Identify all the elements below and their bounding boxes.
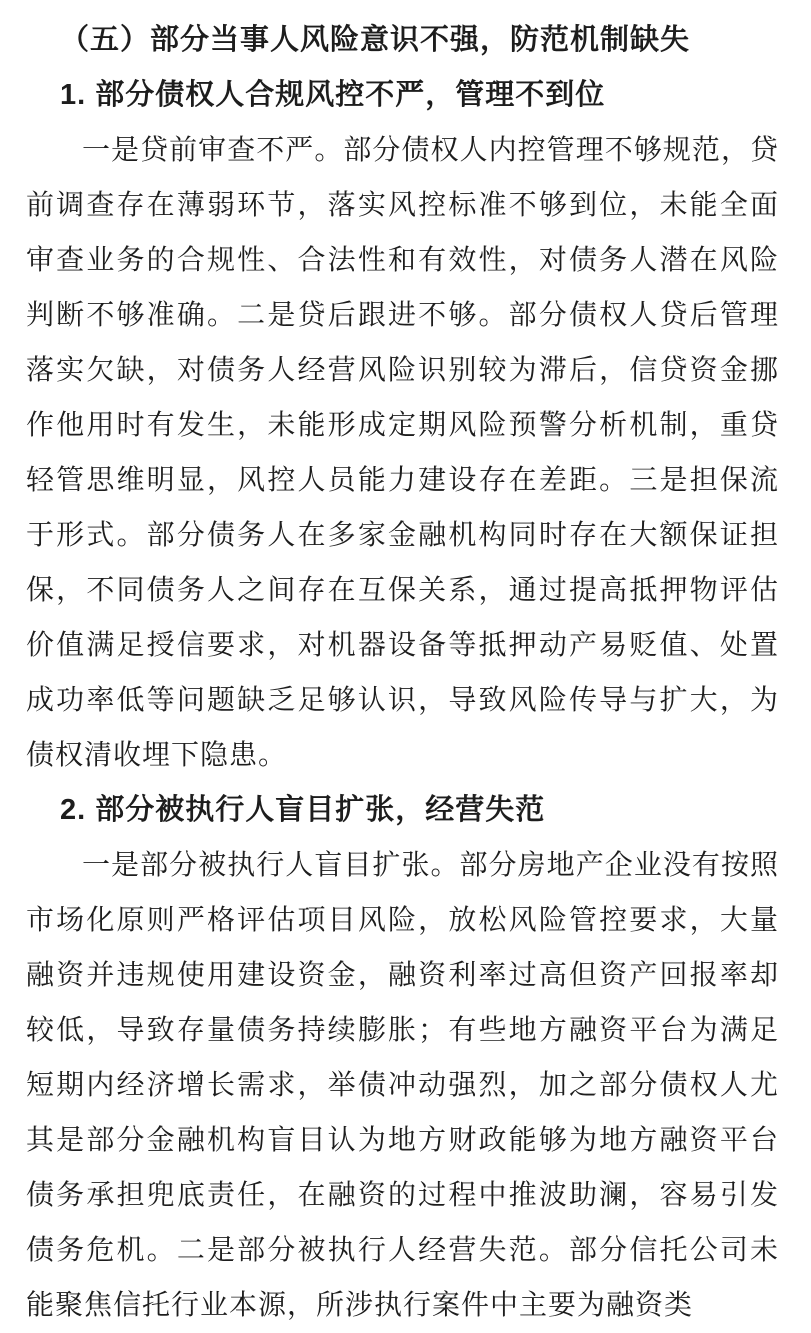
section-heading: （五）部分当事人风险意识不强，防范机制缺失: [60, 24, 691, 56]
body-paragraph-1: 一是贷前审查不严。部分债权人内控管理不够规范，贷前调查存在薄弱环节，落实风控标准不够到位，未能全面审查业务的合规性、合法性和有效性，对债务人潜在风险判断不够准确。二是贷后跟进不够。部分债权人贷后管理落实欠缺，对债务人经营风险识别较为滞后，信贷资金挪作他用时有发生，未能形成定期风险预警分析机制，重贷轻管思维明显，风控人员能力建设存在差距。三是担保流于形式。部分债务人在多家金融机构同时存在大额保证担保，不同债务人之间存在互保关系，通过提高抵押物评估价值满足授信要求，对机器设备等抵押动产易贬值、处置成功率低等问题缺乏足够认识，导致风险传导与扩大，为债权清收埋下隐患。: [26, 135, 779, 771]
subsection-heading-2: 2. 部分被执行人盲目扩张，经营失范: [60, 794, 546, 826]
subsection-heading-1: 1. 部分债权人合规风控不严，管理不到位: [60, 79, 606, 111]
body-paragraph-2: 一是部分被执行人盲目扩张。部分房地产企业没有按照市场化原则严格评估项目风险，放松风险管控要求，大量融资并违规使用建设资金，融资利率过高但资产回报率却较低，导致存量债务持续膨胀；有些地方融资平台为满足短期内经济增长需求，举债冲动强烈，加之部分债权人尤其是部分金融机构盲目认为地方财政能够为地方融资平台债务承担兜底责任，在融资的过程中推波助澜，容易引发债务危机。二是部分被执行人经营失范。部分信托公司未能聚焦信托行业本源，所涉执行案件中主要为融资类: [26, 850, 779, 1321]
